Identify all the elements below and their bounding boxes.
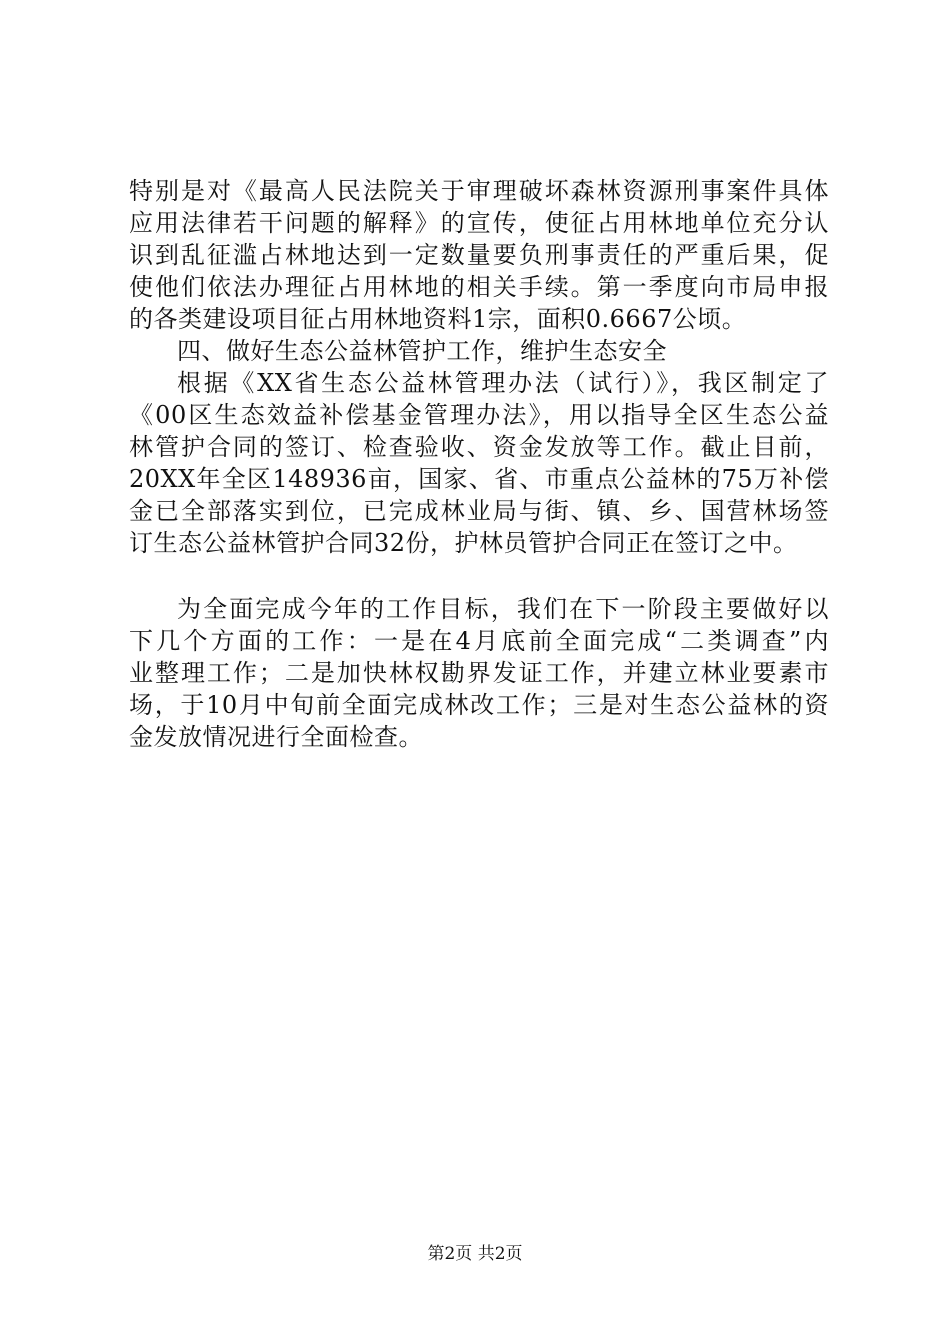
text-line: 下几个方面的工作：一是在4月底前全面完成“二类调查”内: [129, 627, 829, 655]
text-line: 场，于10月中旬前全面完成林改工作；三是对生态公益林的资: [129, 691, 829, 719]
text-line: 业整理工作；二是加快林权勘界发证工作，并建立林业要素市: [129, 659, 829, 687]
section-heading: 四、做好生态公益林管护工作，维护生态安全: [177, 337, 667, 365]
text-line: 林管护合同的签订、检查验收、资金发放等工作。截止目前，: [129, 433, 829, 461]
text-line: 的各类建设项目征占用林地资料1宗，面积0.6667公顷。: [129, 305, 747, 333]
text-line: 使他们依法办理征占用林地的相关手续。第一季度向市局申报: [129, 273, 829, 301]
text-line: 金已全部落实到位，已完成林业局与街、镇、乡、国营林场签: [129, 497, 829, 525]
text-line: 《00区生态效益补偿基金管理办法》，用以指导全区生态公益: [129, 401, 829, 429]
text-line: 金发放情况进行全面检查。: [129, 723, 423, 751]
paragraph-next-stage-plan: [129, 593, 829, 753]
text-line: 为全面完成今年的工作目标，我们在下一阶段主要做好以: [177, 595, 829, 623]
text-line: 20XX年全区148936亩，国家、省、市重点公益林的75万补偿: [129, 465, 829, 493]
document-body: [129, 175, 829, 753]
paragraph-gap: [129, 559, 829, 593]
text-line: 特别是对《最高人民法院关于审理破坏森林资源刑事案件具体: [129, 177, 829, 205]
text-line: 订生态公益林管护合同32份，护林员管护合同正在签订之中。: [129, 529, 798, 557]
paragraph-ecological-forest: [129, 367, 829, 559]
page-number-footer: 第2页 共2页: [427, 1244, 523, 1264]
paragraph-legal-publicity: [129, 175, 829, 335]
text-line: 根据《XX省生态公益林管理办法（试行）》，我区制定了: [177, 369, 829, 397]
text-line: 应用法律若干问题的解释》的宣传，使征占用林地单位充分认: [129, 209, 829, 237]
text-line: 识到乱征滥占林地达到一定数量要负刑事责任的严重后果，促: [129, 241, 829, 269]
